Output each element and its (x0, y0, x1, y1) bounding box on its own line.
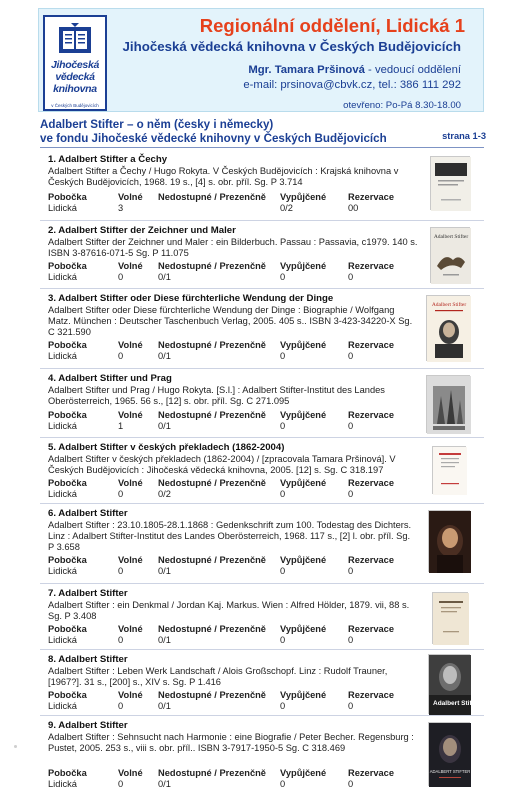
col-header-unavailable: Nedostupné / Prezenčně (158, 690, 266, 700)
value-borrowed: 0 (280, 489, 286, 499)
value-free: 0 (118, 779, 124, 789)
value-reserved: 0 (348, 635, 354, 645)
record-item (40, 649, 484, 715)
availability-table (48, 768, 418, 792)
value-reserved: 00 (348, 203, 359, 213)
value-branch: Lidická (48, 421, 77, 431)
col-header-branch: Pobočka (48, 261, 87, 271)
col-header-reserved: Rezervace (348, 768, 395, 778)
cover-title: ADALBERT STIFTER (429, 769, 471, 774)
logo-line: vědecká (55, 71, 95, 83)
record-description: Adalbert Stifter : Leben Werk Landschaft / Alois Großschopf. Linz : Rudolf Trauner, [1967?]. 31 s., [200] s., XIV s. Sg. P 1.416 (48, 666, 388, 687)
value-unavailable: 0/1 (158, 421, 171, 431)
value-branch: Lidická (48, 489, 77, 499)
record-description: Adalbert Stifter a Čechy / Hugo Rokyta. V Českých Budějovicích : Krajská knihovna v Českých Budějovicích, 1968. 19 s., [4] s. obr. příl. Sg. P 3.714 (48, 166, 399, 187)
col-header-borrowed: Vypůjčené (280, 555, 327, 565)
col-header-borrowed: Vypůjčené (280, 478, 327, 488)
col-header-branch: Pobočka (48, 192, 87, 202)
heading-divider (40, 147, 484, 148)
value-reserved: 0 (348, 779, 354, 789)
col-header-reserved: Rezervace (348, 690, 395, 700)
col-header-free: Volné (118, 261, 143, 271)
col-header-branch: Pobočka (48, 768, 87, 778)
book-cover-thumbnail (432, 592, 468, 644)
record-title: 6. Adalbert Stifter (48, 508, 128, 519)
logo-line: knihovna (53, 83, 97, 95)
value-reserved: 0 (348, 351, 354, 361)
record-item (40, 220, 484, 288)
heading-line: Adalbert Stifter – o něm (česky i německy) (40, 118, 274, 131)
col-header-branch: Pobočka (48, 340, 87, 350)
availability-table (48, 410, 418, 434)
heading-line: ve fondu Jihočeské vědecké knihovny v Českých Budějovicích (40, 131, 387, 145)
record-item (40, 150, 484, 220)
value-branch: Lidická (48, 203, 77, 213)
col-header-reserved: Rezervace (348, 410, 395, 420)
col-header-unavailable: Nedostupné / Prezenčně (158, 624, 266, 634)
value-borrowed: 0 (280, 351, 286, 361)
value-branch: Lidická (48, 351, 77, 361)
col-header-free: Volné (118, 555, 143, 565)
value-reserved: 0 (348, 421, 354, 431)
value-unavailable: 0/1 (158, 701, 171, 711)
record-description: Adalbert Stifter der Zeichner und Maler : ein Bilderbuch. Passau : Passavia, c1979. 140 s. ISBN 3-87616-071-5 Sg. P 11.075 (48, 237, 418, 258)
record-title: 3. Adalbert Stifter oder Diese fürchterliche Wendung der Dinge (48, 293, 334, 304)
record-item (40, 503, 484, 583)
library-logo (43, 15, 107, 111)
logo-subline: v Českých Budějovicích (51, 103, 99, 108)
value-borrowed: 0 (280, 635, 286, 645)
col-header-borrowed: Vypůjčené (280, 410, 327, 420)
value-free: 0 (118, 566, 124, 576)
col-header-free: Volné (118, 192, 143, 202)
col-header-branch: Pobočka (48, 690, 87, 700)
record-title: 8. Adalbert Stifter (48, 654, 128, 665)
record-item (40, 583, 484, 649)
col-header-branch: Pobočka (48, 478, 87, 488)
value-free: 0 (118, 272, 124, 282)
value-branch: Lidická (48, 779, 77, 789)
logo-line: Jihočeská (50, 59, 100, 71)
cover-title: Adalbert Stifter (433, 234, 469, 240)
col-header-free: Volné (118, 690, 143, 700)
record-description: Adalbert Stifter oder Diese fürchterliche Wendung der Dinge : Biographie / Wolfgang Matz. München : Deutscher Taschenbuch Verlag, 2005. 405 s.. ISBN 3-423-34220-X Sg. C 321.590 (48, 305, 413, 337)
record-title: 1. Adalbert Stifter a Čechy (48, 154, 168, 165)
col-header-reserved: Rezervace (348, 555, 395, 565)
book-cover-thumbnail (428, 654, 480, 714)
col-header-free: Volné (118, 768, 143, 778)
value-reserved: 0 (348, 489, 354, 499)
col-header-branch: Pobočka (48, 410, 87, 420)
value-free: 0 (118, 351, 124, 361)
col-header-borrowed: Vypůjčené (280, 690, 327, 700)
col-header-borrowed: Vypůjčené (280, 624, 327, 634)
value-branch: Lidická (48, 272, 77, 282)
availability-table (48, 555, 418, 579)
col-header-unavailable: Nedostupné / Prezenčně (158, 192, 266, 202)
value-free: 0 (118, 489, 124, 499)
col-header-free: Volné (118, 624, 143, 634)
col-header-reserved: Rezervace (348, 261, 395, 271)
cover-title: Adalbert Stifter (431, 302, 467, 308)
availability-table (48, 261, 418, 285)
availability-table (48, 192, 418, 216)
record-title: 7. Adalbert Stifter (48, 588, 128, 599)
col-header-unavailable: Nedostupné / Prezenčně (158, 340, 266, 350)
record-title: 5. Adalbert Stifter v českých překladech (1862-2004) (48, 442, 285, 453)
col-header-borrowed: Vypůjčené (280, 768, 327, 778)
col-header-free: Volné (118, 478, 143, 488)
col-header-borrowed: Vypůjčené (280, 192, 327, 202)
contact-name: Mgr. Tamara Pršinová (248, 64, 365, 76)
value-reserved: 0 (348, 272, 354, 282)
availability-table (48, 340, 418, 364)
record-item (40, 288, 484, 368)
book-cover-thumbnail (426, 295, 470, 361)
value-free: 3 (118, 203, 124, 213)
value-borrowed: 0/2 (280, 203, 293, 213)
col-header-unavailable: Nedostupné / Prezenčně (158, 261, 266, 271)
book-cover-thumbnail (428, 510, 470, 572)
scan-speck (14, 745, 17, 748)
value-unavailable: 0/1 (158, 635, 171, 645)
col-header-borrowed: Vypůjčené (280, 261, 327, 271)
cover-title: Adalbert Stifter (433, 700, 480, 707)
value-unavailable: 0/1 (158, 272, 171, 282)
contact-role: - vedoucí oddělení (364, 64, 461, 76)
record-item (40, 437, 484, 503)
record-title: 4. Adalbert Stifter und Prag (48, 373, 172, 384)
library-name: Jihočeská vědecká knihovna v Českých Budějovicích (122, 39, 461, 54)
value-borrowed: 0 (280, 566, 286, 576)
value-reserved: 0 (348, 566, 354, 576)
record-title: 9. Adalbert Stifter (48, 720, 128, 731)
col-header-branch: Pobočka (48, 624, 87, 634)
value-free: 0 (118, 701, 124, 711)
value-unavailable: 0/2 (158, 489, 171, 499)
availability-table (48, 478, 418, 502)
record-item (40, 715, 484, 795)
value-free: 1 (118, 421, 124, 431)
value-branch: Lidická (48, 566, 77, 576)
col-header-reserved: Rezervace (348, 624, 395, 634)
availability-table (48, 690, 418, 714)
book-cover-thumbnail (426, 375, 470, 433)
contact-email: e-mail: prsinova@cbvk.cz, tel.: 386 111 292 (243, 79, 461, 91)
book-cover-thumbnail (428, 722, 470, 786)
value-borrowed: 0 (280, 779, 286, 789)
department-title: Regionální oddělení, Lidická 1 (199, 15, 465, 36)
record-description: Adalbert Stifter v českých překladech (1862-2004) / [zpracovala Tamara Pršinová]. V Českých Budějovicích : Jihočeská vědecká knihovna, 2005. [12] s. Sg. C 318.197 (48, 454, 396, 475)
logo-wordmark (45, 59, 105, 95)
col-header-reserved: Rezervace (348, 478, 395, 488)
value-borrowed: 0 (280, 701, 286, 711)
book-cover-thumbnail (432, 446, 466, 494)
record-description: Adalbert Stifter : ein Denkmal / Jordan Kaj. Markus. Wien : Alfred Hölder, 1879. vii, 88 s. Sg. P 3.408 (48, 600, 410, 621)
col-header-borrowed: Vypůjčené (280, 340, 327, 350)
col-header-unavailable: Nedostupné / Prezenčně (158, 410, 266, 420)
value-unavailable: 0/1 (158, 779, 171, 789)
col-header-reserved: Rezervace (348, 192, 395, 202)
book-cover-thumbnail (430, 156, 470, 210)
value-branch: Lidická (48, 635, 77, 645)
record-description: Adalbert Stifter : Sehnsucht nach Harmonie : eine Biografie / Peter Becher. Regensburg : Pustet, 2005. 253 s., viii s. obr. příl.. ISBN 3-7917-1950-5 Sg. C 318.469 (48, 732, 414, 753)
col-header-reserved: Rezervace (348, 340, 395, 350)
col-header-unavailable: Nedostupné / Prezenčně (158, 555, 266, 565)
col-header-free: Volné (118, 410, 143, 420)
col-header-unavailable: Nedostupné / Prezenčně (158, 478, 266, 488)
book-emblem-icon (57, 23, 93, 57)
record-title: 2. Adalbert Stifter der Zeichner und Maler (48, 225, 236, 236)
value-free: 0 (118, 635, 124, 645)
record-description: Adalbert Stifter : 23.10.1805-28.1.1868 : Gedenkschrift zum 100. Todestag des Dichters. Linz : Adalbert Stifter-Institut des Landes Oberösterreich, 1968. 117 s., [2] l. obr. příl. Sg. P 3.658 (48, 520, 412, 552)
contact-person (248, 64, 461, 76)
library-header (38, 8, 484, 112)
value-unavailable: 0/1 (158, 351, 171, 361)
col-header-branch: Pobočka (48, 555, 87, 565)
col-header-free: Volné (118, 340, 143, 350)
page-number: strana 1-3 (442, 131, 486, 141)
record-item (40, 368, 484, 437)
opening-hours: otevřeno: Po-Pá 8.30-18.00 (343, 100, 461, 111)
value-branch: Lidická (48, 701, 77, 711)
value-reserved: 0 (348, 701, 354, 711)
record-description: Adalbert Stifter und Prag / Hugo Rokyta. [S.l.] : Adalbert Stifter-Institut des Landes Oberösterreich, 1965. 56 s., [12] s. obr. příl. Sg. C 271.095 (48, 385, 385, 406)
col-header-unavailable: Nedostupné / Prezenčně (158, 768, 266, 778)
value-borrowed: 0 (280, 421, 286, 431)
availability-table (48, 624, 418, 648)
book-cover-thumbnail (430, 227, 470, 283)
value-borrowed: 0 (280, 272, 286, 282)
document-heading (40, 118, 486, 145)
value-unavailable: 0/1 (158, 566, 171, 576)
